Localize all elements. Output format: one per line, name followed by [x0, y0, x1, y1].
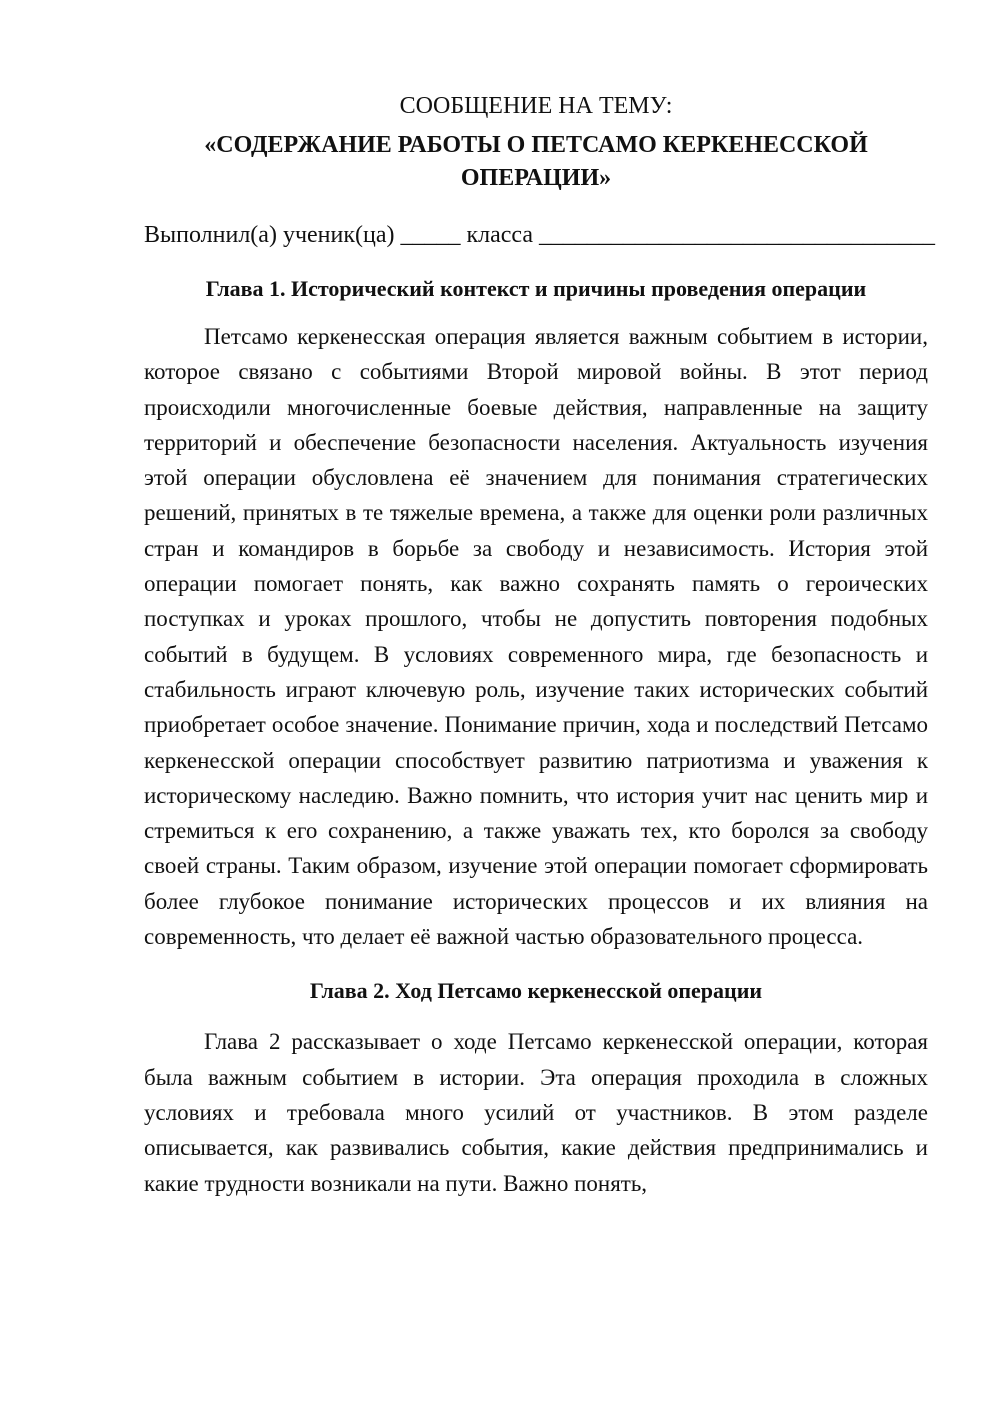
student-info-line: Выполнил(а) ученик(ца) _____ класса _________________________________	[144, 222, 936, 248]
chapter-1-paragraph: Петсамо керкенесская операция является важным событием в истории, которое связано с событиями Второй мировой войны. В этот период происходили многочисленные боевые действия, направленные на защиту территорий и обеспечение безопасности населения. Актуальность изучения этой операции обусловлена её значением для понимания стратегических решений, принятых в те тяжелые времена, а также для оценки роли различных стран и командиров в борьбе за свободу и независимость. История этой операции помогает понять, как важно сохранять память о героических поступках и уроках прошлого, чтобы не допустить повторения подобных событий в будущем. В условиях современного мира, где безопасность и стабильность играют ключевую роль, изучение таких исторических событий приобретает особое значение. Понимание причин, хода и последствий Петсамо керкенесской операции способствует развитию патриотизма и уважения к историческому наследию. Важно помнить, что история учит нас ценить мир и стремиться к его сохранению, а также уважать тех, кто боролся за свободу своей страны. Таким образом, изучение этой операции помогает сформировать более глубокое понимание исторических процессов и их влияния на современность, что делает её важной частью образовательного процесса.	[144, 324, 928, 950]
chapter-1-heading: Глава 1. Исторический контекст и причины проведения операции	[205, 276, 867, 301]
document-page	[144, 90, 936, 1201]
chapter-2-heading: Глава 2. Ход Петсамо керкенесской операции	[309, 978, 763, 1004]
chapter-2-paragraph: Глава 2 рассказывает о ходе Петсамо керкенесской операции, которая была важным событием в истории. Эта операция проходила в сложных условиях и требовала много усилий от участников. В этом разделе описывается, как развивались события, какие действия предпринимались и какие трудности возникали на пути. Важно понять,	[144, 1029, 928, 1196]
topic-label: СООБЩЕНИЕ НА ТЕМУ:	[399, 93, 673, 119]
document-title: «СОДЕРЖАНИЕ РАБОТЫ О ПЕТСАМО КЕРКЕНЕССКОЙ ОПЕРАЦИИ»	[204, 132, 868, 191]
